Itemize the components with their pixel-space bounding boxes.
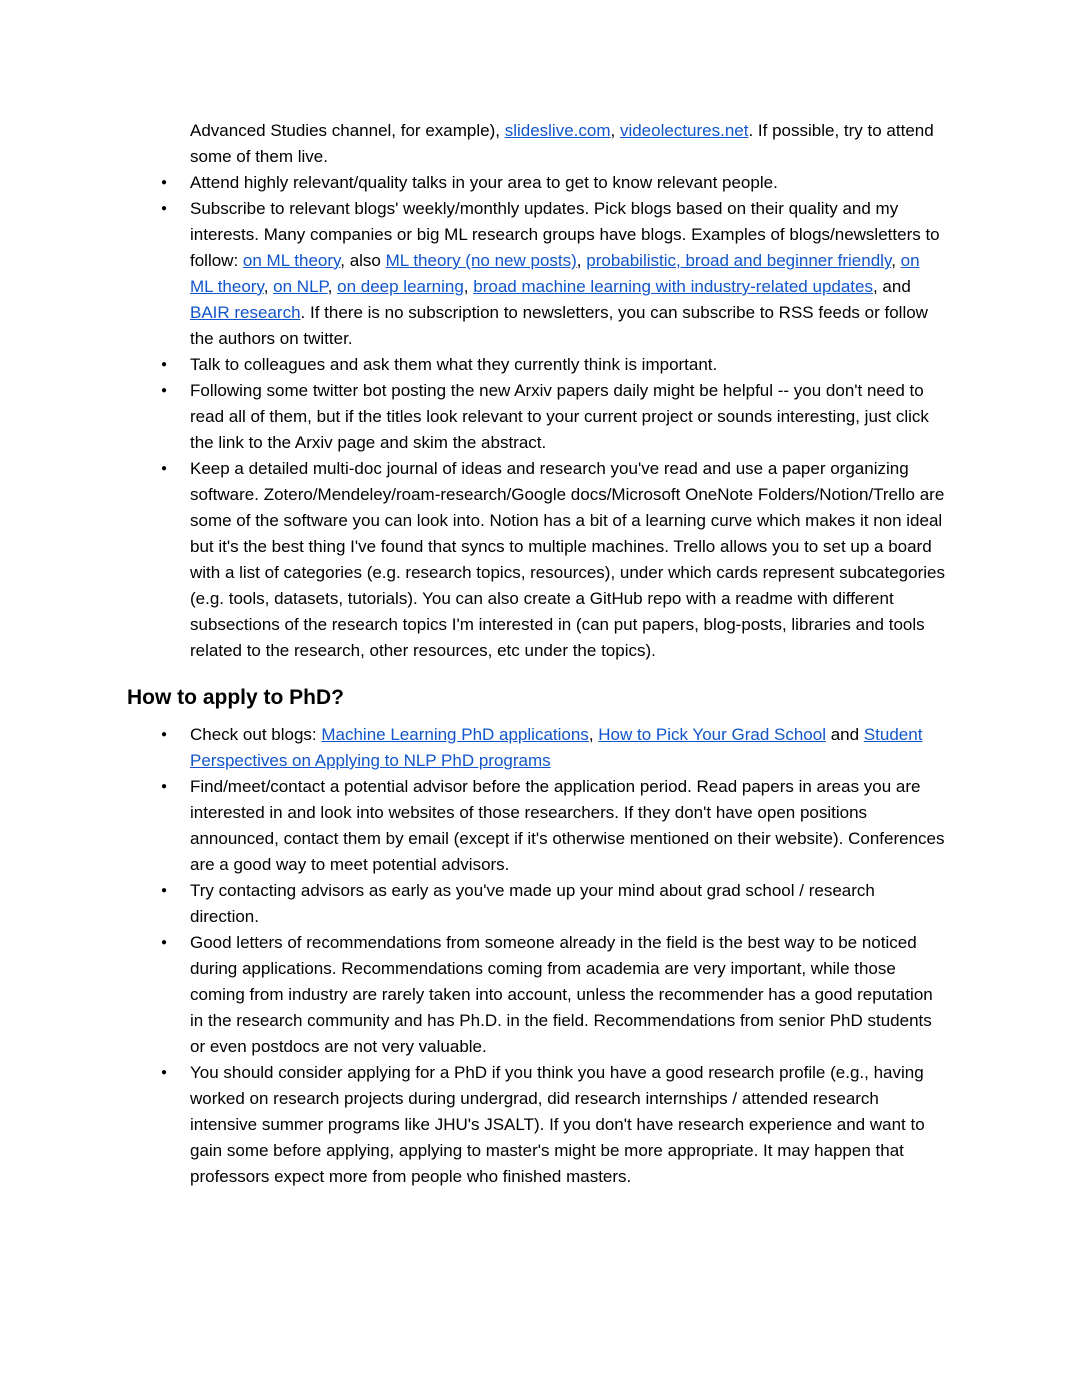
text-run: Find/meet/contact a potential advisor before the application period. Read papers in areas you are interested in and look into websites of those researchers. If they don't have open positions announced, contact them by email (except if it's otherwise mentioned on their website). Conferences are a good way to meet potential advisors.	[190, 777, 945, 874]
text-run: Subscribe to relevant blogs' weekly/monthly updates. Pick blogs based on their quality and my interests. Many companies or big ML research groups have blogs. Examples of blogs/newsletters to follow:	[190, 199, 940, 270]
bullet-item	[127, 878, 947, 930]
text-run: Following some twitter bot posting the new Arxiv papers daily might be helpful -- you don't need to read all of them, but if the titles look relevant to your current project or sounds interesting, just click the link to the Arxiv page and skim the abstract.	[190, 381, 929, 452]
text-run: Try contacting advisors as early as you've made up your mind about grad school / research direction.	[190, 881, 875, 926]
text-run: , also	[340, 251, 386, 270]
text-run: ,	[327, 277, 338, 296]
hyperlink[interactable]: broad machine learning with industry-related updates	[473, 277, 873, 296]
hyperlink[interactable]: on NLP	[273, 277, 328, 296]
hyperlink[interactable]: on ML theory	[190, 251, 920, 296]
text-run: Check out blogs:	[190, 725, 322, 744]
hyperlink[interactable]: on ML theory	[242, 251, 341, 270]
text-run: Advanced Studies channel, for example),	[190, 121, 505, 140]
bullet-item	[127, 170, 947, 196]
text-run: . If there is no subscription to newsletters, you can subscribe to RSS feeds or follow the authors on twitter.	[190, 303, 928, 348]
bullet-item	[127, 352, 947, 378]
text-run: ,	[588, 725, 599, 744]
text-run: ,	[263, 277, 274, 296]
text-run: You should consider applying for a PhD if you think you have a good research profile (e.g., having worked on research projects during undergrad, did research internships / attended research intensive summer programs like JHU's JSALT). If you don't have research experience and want to gain some before applying, applying to master's might be more appropriate. It may happen that professors expect more from people who finished masters.	[190, 1063, 925, 1186]
bullet-list	[127, 722, 947, 1190]
text-run: Attend highly relevant/quality talks in your area to get to know relevant people.	[190, 173, 778, 192]
bullet-item	[127, 456, 947, 664]
bullet-item	[127, 1060, 947, 1190]
hyperlink[interactable]: ML theory (no new posts)	[385, 251, 577, 270]
bullet-item	[127, 196, 947, 352]
section-heading: How to apply to PhD?	[127, 686, 344, 709]
hyperlink[interactable]: on deep learning	[337, 277, 464, 296]
hyperlink[interactable]: probabilistic, broad and beginner friendly	[586, 251, 892, 270]
hyperlink[interactable]: BAIR research	[190, 303, 301, 322]
text-run: Keep a detailed multi-doc journal of ideas and research you've read and use a paper organizing software. Zotero/Mendeley/roam-research/Google docs/Microsoft OneNote Folders/Notion/Trello are some of the software you can look into. Notion has a bit of a learning curve which makes it non ideal but it's the best thing I've found that syncs to multiple machines. Trello allows you to set up a board with a list of categories (e.g. research topics, resources), under which cards represent subcategories (e.g. tools, datasets, tutorials). You can also create a GitHub repo with a readme with different subsections of the research topics I'm interested in (can put papers, blog-posts, libraries and tools related to the research, other resources, etc under the topics).	[190, 459, 945, 660]
text-run: , and	[872, 277, 911, 296]
bullet-item	[127, 722, 947, 774]
hyperlink[interactable]: How to Pick Your Grad School	[598, 725, 826, 744]
bullet-item	[127, 930, 947, 1060]
text-run: ,	[610, 121, 620, 140]
bullet-list	[127, 118, 947, 664]
text-run: and	[826, 725, 864, 744]
hyperlink[interactable]: slideslive.com	[504, 121, 611, 140]
text-run: . If possible, try to attend some of them live.	[190, 121, 934, 166]
bullet-item	[127, 774, 947, 878]
document-content	[127, 118, 947, 1190]
text-run: Good letters of recommendations from someone already in the field is the best way to be noticed during applications. Recommendations coming from academia are very important, while those coming from industry are rarely taken into account, unless the recommender has a good reputation in the research community and has Ph.D. in the field. Recommendations from senior PhD students or even postdocs are not very valuable.	[190, 933, 933, 1056]
paragraph-continuation	[127, 118, 947, 170]
hyperlink[interactable]: videolectures.net	[619, 121, 749, 140]
bullet-item	[127, 378, 947, 456]
text-run: ,	[891, 251, 901, 270]
text-run: ,	[576, 251, 587, 270]
hyperlink[interactable]: Machine Learning PhD applications	[321, 725, 589, 744]
text-run: Talk to colleagues and ask them what they currently think is important.	[190, 355, 718, 374]
hyperlink[interactable]: Student Perspectives on Applying to NLP PhD programs	[190, 725, 923, 770]
text-run: ,	[463, 277, 474, 296]
